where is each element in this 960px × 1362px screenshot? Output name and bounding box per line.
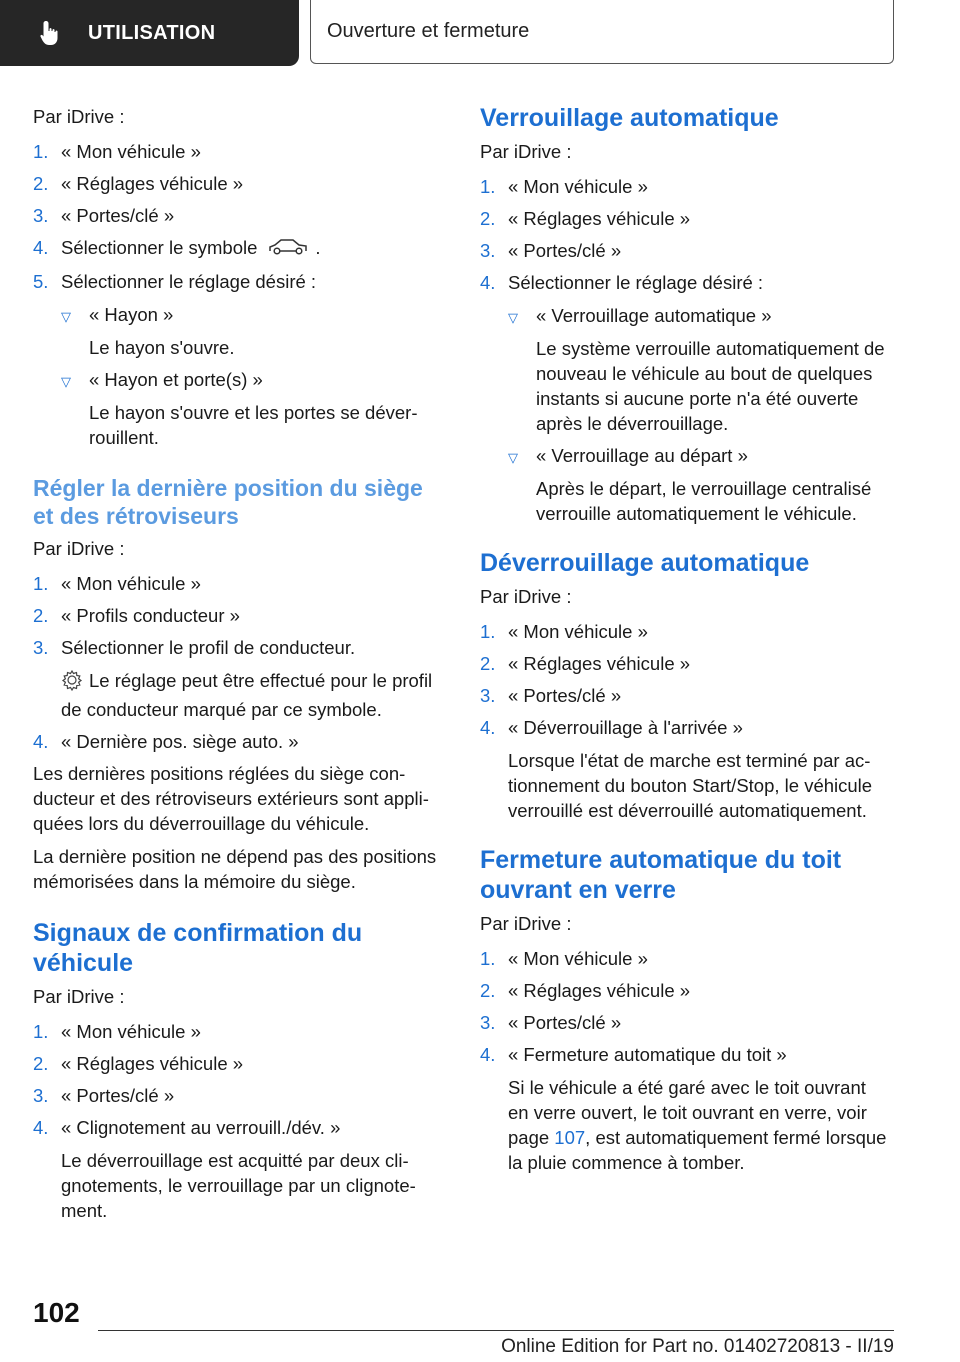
step-text: « Mon véhicule » [61,573,201,595]
option-item [508,303,890,436]
intro-text: Par iDrive : [480,913,572,934]
desc-text: Si le véhicule a été garé avec le toit ouvrant en verre ouvert, le toit ouvrant en verre, voir page [508,1077,867,1148]
option-label: « Hayon » [89,304,174,326]
step-list [33,571,443,754]
edition-text: Online Edition for Part no. 01402720813 - II/19 [501,1336,894,1357]
list-item [33,1115,443,1223]
list-item [480,1010,890,1035]
note-text: Le réglage peut être effectué pour le profil de conducteur marqué par ce symbole. [61,670,433,721]
step-number: 4. [33,731,49,753]
list-item [33,139,443,164]
list-item [33,1083,443,1108]
profile-note [61,668,443,722]
page-number: 102 [33,1297,80,1328]
step-number: 1. [33,141,49,162]
list-item [480,206,890,231]
step-number: 4. [33,237,49,258]
option-desc: Le hayon s'ouvre et les portes se déverrouillent. [89,402,418,449]
list-item [33,571,443,596]
option-desc: Le système verrouille automatiquement de nouveau le véhicule au bout de quelques instants si aucune porte n'a été ouverte après le déverrouillage. [536,338,885,434]
list-item [480,1042,890,1175]
list-item [33,635,443,722]
option-desc: Après le départ, le verrouillage centralisé verrouille automatiquement le véhicule. [536,478,872,524]
list-item [33,203,443,228]
triangle-bullet-icon: ▽ [61,309,71,325]
intro-text: Par iDrive : [33,986,125,1008]
gear-icon [61,669,83,697]
step-number: 1. [480,948,496,969]
step-number: 3. [33,205,49,226]
list-item [33,729,443,754]
list-item [480,619,890,644]
section-title: Régler la dernière position du siège et des rétroviseurs [33,475,423,530]
step-number: 3. [33,1085,49,1107]
section-tab[interactable] [0,0,299,66]
step-text: Sélectionner le profil de conducteur. [61,637,356,659]
step-number: 1. [33,1021,49,1043]
step-number: 1. [480,176,496,197]
step-list [480,619,890,823]
list-item [480,715,890,823]
step-number: 2. [33,173,49,194]
list-item [480,174,890,199]
step-text: « Portes/clé » [508,685,622,706]
list-item [33,1019,443,1044]
intro-text: Par iDrive : [480,141,572,162]
step-text: « Réglages véhicule » [508,980,691,1001]
option-item [61,367,443,450]
step-number: 3. [480,1012,496,1033]
section-title: Verrouillage automatique [480,104,779,132]
option-list [508,303,890,526]
list-item [480,651,890,676]
intro-text: Par iDrive : [33,106,125,127]
step-text: « Réglages véhicule » [508,208,691,229]
section-title: Déverrouillage automatique [480,549,810,577]
intro-text: Par iDrive : [480,586,572,607]
list-item [480,978,890,1003]
step-text: « Profils conducteur » [61,605,240,627]
step-number: 4. [480,272,496,293]
step-text: « Réglages véhicule » [61,1053,244,1075]
list-item [33,171,443,196]
step-number: 3. [480,240,496,261]
step-number: 3. [480,685,496,706]
page-header [0,0,960,66]
step-text: « Portes/clé » [508,1012,622,1033]
left-column [33,98,443,1230]
step-number: 2. [480,980,496,1001]
list-item [480,270,890,526]
intro-text: Par iDrive : [33,538,125,560]
step-text: « Portes/clé » [508,240,622,261]
right-column [480,98,890,1182]
list-item [33,269,443,450]
section-title: Fermeture automatique du toit ouvrant en verre [480,846,842,904]
list-item [33,1051,443,1076]
step-number: 2. [33,605,49,627]
step-list [480,174,890,526]
step-text: Sélectionner le réglage désiré : [61,271,317,293]
step-text: « Clignotement au verrouill./dév. » [61,1117,341,1139]
step-text: « Portes/clé » [61,205,175,226]
body-paragraph: Les dernières positions réglées du siège conducteur et des rétroviseurs extérieurs sont appliquées lors du déverrouillage du véhicule. [33,763,429,835]
list-item [480,946,890,971]
list-item [480,238,890,263]
option-desc: Le hayon s'ouvre. [89,337,235,359]
step-text: « Mon véhicule » [508,621,648,642]
step-list [33,139,443,450]
step-text: « Fermeture automatique du toit » [508,1044,787,1065]
step-text: « Dernière pos. siège auto. » [61,731,299,753]
chapter-label: Ouverture et fermeture [327,20,530,42]
option-item [508,443,890,526]
step-desc [508,1075,890,1175]
step-text: « Mon véhicule » [61,1021,201,1043]
car-key-icon [267,236,309,262]
step-text: Sélectionner le symbole [61,237,258,258]
step-list [33,1019,443,1223]
option-label: « Verrouillage automatique » [536,305,772,326]
step-number: 2. [480,208,496,229]
triangle-bullet-icon: ▽ [508,450,518,465]
step-text: « Déverrouillage à l'arrivée » [508,717,743,738]
step-number: 4. [480,717,496,738]
section-title: Signaux de confirmation du véhicule [33,919,363,978]
step-text: « Portes/clé » [61,1085,175,1107]
desc-text: , est automatiquement fermé lorsque la pluie commence à tomber. [508,1127,887,1173]
step-text: « Réglages véhicule » [61,173,244,194]
list-item [33,603,443,628]
footer-divider [98,1330,894,1331]
option-list [61,302,443,450]
step-text: « Réglages véhicule » [508,653,691,674]
triangle-bullet-icon: ▽ [61,374,71,390]
option-label: « Hayon et porte(s) » [89,369,263,391]
step-number: 5. [33,271,49,293]
step-number: 2. [33,1053,49,1075]
list-item [33,235,443,262]
step-text: « Mon véhicule » [508,948,648,969]
hand-pointer-icon [36,18,66,48]
list-item [480,683,890,708]
section-label: UTILISATION [88,21,216,44]
option-item [61,302,443,360]
step-desc: Lorsque l'état de marche est terminé par actionnement du bouton Start/Stop, le véhicule verrouillé est déverrouillé automatiquement. [508,750,873,821]
step-number: 2. [480,653,496,674]
step-number: 1. [480,621,496,642]
page-link[interactable]: 107 [554,1127,586,1148]
step-suffix: . [315,237,321,258]
step-list [480,946,890,1175]
step-text: Sélectionner le réglage désiré : [508,272,764,293]
step-desc: Le déverrouillage est acquitté par deux clignotements, le verrouillage par un clignotement. [61,1150,416,1222]
step-number: 4. [33,1117,49,1139]
step-text: « Mon véhicule » [508,176,648,197]
triangle-bullet-icon: ▽ [508,310,518,325]
option-label: « Verrouillage au départ » [536,445,748,466]
step-number: 4. [480,1044,496,1065]
step-number: 1. [33,573,49,595]
chapter-tab[interactable] [310,0,894,64]
step-text: « Mon véhicule » [61,141,201,162]
body-paragraph: La dernière position ne dépend pas des positions mémorisées dans la mémoire du siège. [33,846,437,893]
step-number: 3. [33,637,49,659]
